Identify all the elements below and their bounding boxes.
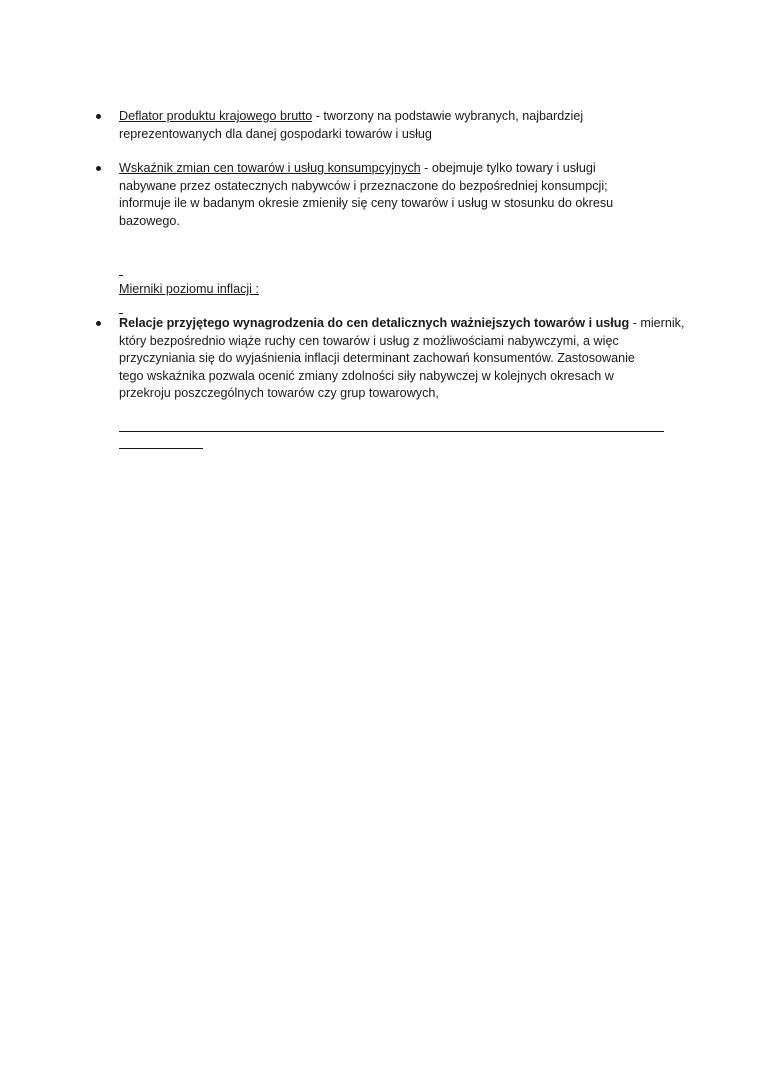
bullet-icon [96,114,101,119]
item-first-line [119,108,679,126]
item-term: Deflator produktu krajowego brutto [119,109,313,123]
item-text: bazowego. [119,213,180,228]
item-text: - tworzony na podstawie wybranych, najbardziej [312,109,584,123]
item-text: nabywane przez ostatecznych nabywców i przeznaczone do bezpośredniej konsumpcji; [119,178,608,193]
underscore-rule [119,431,664,432]
bullet-icon [96,321,101,326]
dash-mark [119,275,123,276]
item-first-line [119,160,679,178]
item-term: Wskaźnik zmian cen towarów i usług konsumpcyjnych [119,161,421,175]
item-text: przekroju poszczególnych towarów czy grup towarowych, [119,386,439,400]
bullet-icon [96,166,101,171]
list-item [119,108,679,143]
item-text: informuje ile w badanym okresie zmieniły się ceny towarów i usług w stosunku do okresu [119,196,614,210]
item-first-line [119,315,719,333]
underscore-rule [119,448,203,449]
item-text: przyczyniania się do wyjaśnienia inflacji determinant zachowań konsumentów. Zastosowanie [119,351,635,365]
dash-mark [119,313,123,314]
list-item [119,315,719,403]
item-text: tego wskaźnika pozwala ocenić zmiany zdolności siły nabywczej w kolejnych okresach w [119,368,614,383]
item-text: który bezpośrednio wiąże ruchy cen towarów i usług z możliwościami nabywczymi, a więc [119,333,619,348]
item-text: - miernik, [629,316,685,330]
list-item [119,160,679,230]
item-term: Relacje przyjętego wynagrodzenia do cen detalicznych ważniejszych towarów i usług [119,316,630,330]
item-text: reprezentowanych dla danej gospodarki towarów i usług [119,126,432,141]
item-text: - obejmuje tylko towary i usługi [420,161,596,175]
section-heading: Mierniki poziomu inflacji : [119,282,259,296]
